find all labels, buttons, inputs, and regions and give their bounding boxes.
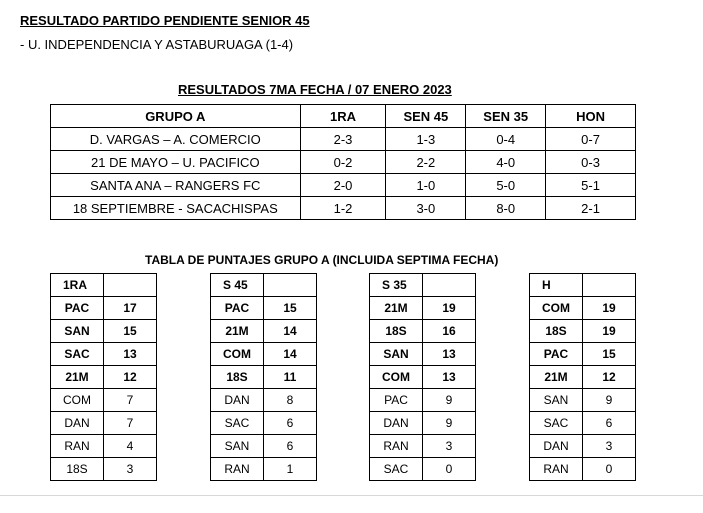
team-code: SAC (370, 458, 423, 481)
team-code: DAN (211, 389, 264, 412)
standings-table-s35 (369, 273, 476, 481)
score-cell: 8-0 (466, 197, 546, 220)
team-code: 18S (370, 320, 423, 343)
team-code: RAN (51, 435, 104, 458)
standings-table-h (529, 273, 636, 481)
team-code: COM (51, 389, 104, 412)
score-cell: 3-0 (386, 197, 466, 220)
table-row (211, 389, 317, 412)
team-code: COM (370, 366, 423, 389)
standings-header: S 35 (370, 274, 423, 297)
table-row (370, 343, 476, 366)
standings-header-row (530, 274, 636, 297)
table-row (51, 128, 636, 151)
empty-cell (264, 274, 317, 297)
col-header-sen45: SEN 45 (386, 105, 466, 128)
team-points: 3 (423, 435, 476, 458)
empty-cell (583, 274, 636, 297)
team-points: 9 (583, 389, 636, 412)
col-header-1ra: 1RA (300, 105, 386, 128)
standings-table-1ra (50, 273, 157, 481)
score-cell: 0-3 (546, 151, 636, 174)
table-row (51, 320, 157, 343)
team-code: RAN (530, 458, 583, 481)
table-row (530, 320, 636, 343)
match-name: SANTA ANA – RANGERS FC (51, 174, 301, 197)
standings-header-row (370, 274, 476, 297)
table-row (370, 320, 476, 343)
team-points: 1 (264, 458, 317, 481)
standings-title: TABLA DE PUNTAJES GRUPO A (INCLUIDA SEPTIMA FECHA) (145, 253, 499, 267)
match-name: 18 SEPTIEMBRE - SACACHISPAS (51, 197, 301, 220)
table-row (51, 412, 157, 435)
team-code: RAN (211, 458, 264, 481)
team-code: 18S (530, 320, 583, 343)
team-points: 4 (104, 435, 157, 458)
table-row (51, 151, 636, 174)
col-header-sen35: SEN 35 (466, 105, 546, 128)
table-row (370, 458, 476, 481)
score-cell: 2-3 (300, 128, 386, 151)
team-points: 19 (583, 297, 636, 320)
team-code: SAC (211, 412, 264, 435)
team-code: SAN (51, 320, 104, 343)
standings-header: H (530, 274, 583, 297)
table-row (530, 343, 636, 366)
score-cell: 2-0 (300, 174, 386, 197)
team-code: 21M (370, 297, 423, 320)
results-table (50, 104, 636, 220)
table-row (530, 412, 636, 435)
page-title: RESULTADO PARTIDO PENDIENTE SENIOR 45 (20, 13, 310, 28)
team-points: 9 (423, 412, 476, 435)
empty-cell (423, 274, 476, 297)
table-row (370, 435, 476, 458)
table-row (211, 343, 317, 366)
score-cell: 2-1 (546, 197, 636, 220)
score-cell: 0-2 (300, 151, 386, 174)
col-header-hon: HON (546, 105, 636, 128)
score-cell: 0-7 (546, 128, 636, 151)
table-row (370, 389, 476, 412)
team-code: SAN (370, 343, 423, 366)
team-code: SAN (530, 389, 583, 412)
score-cell: 5-0 (466, 174, 546, 197)
team-code: SAN (211, 435, 264, 458)
team-code: 21M (211, 320, 264, 343)
team-points: 9 (423, 389, 476, 412)
team-points: 17 (104, 297, 157, 320)
empty-cell (104, 274, 157, 297)
standings-header: 1RA (51, 274, 104, 297)
score-cell: 5-1 (546, 174, 636, 197)
results-header-row (51, 105, 636, 128)
match-name: D. VARGAS – A. COMERCIO (51, 128, 301, 151)
table-row (51, 458, 157, 481)
team-code: RAN (370, 435, 423, 458)
standings-header: S 45 (211, 274, 264, 297)
score-cell: 2-2 (386, 151, 466, 174)
score-cell: 0-4 (466, 128, 546, 151)
team-points: 19 (423, 297, 476, 320)
table-row (211, 435, 317, 458)
col-header-group: GRUPO A (51, 105, 301, 128)
table-row (51, 389, 157, 412)
pending-match-result: - U. INDEPENDENCIA Y ASTABURUAGA (1-4) (20, 37, 294, 52)
team-points: 19 (583, 320, 636, 343)
team-points: 6 (264, 435, 317, 458)
team-points: 13 (104, 343, 157, 366)
team-points: 14 (264, 320, 317, 343)
score-cell: 1-3 (386, 128, 466, 151)
team-code: 21M (530, 366, 583, 389)
table-row (211, 320, 317, 343)
table-row (211, 297, 317, 320)
score-cell: 1-0 (386, 174, 466, 197)
team-points: 6 (583, 412, 636, 435)
score-cell: 4-0 (466, 151, 546, 174)
team-code: DAN (530, 435, 583, 458)
table-row (530, 366, 636, 389)
team-points: 11 (264, 366, 317, 389)
table-row (530, 458, 636, 481)
score-cell: 1-2 (300, 197, 386, 220)
team-code: SAC (530, 412, 583, 435)
team-code: PAC (370, 389, 423, 412)
team-code: PAC (530, 343, 583, 366)
team-code: DAN (51, 412, 104, 435)
team-points: 13 (423, 343, 476, 366)
team-points: 12 (583, 366, 636, 389)
team-code: 21M (51, 366, 104, 389)
team-points: 6 (264, 412, 317, 435)
team-points: 15 (264, 297, 317, 320)
table-row (530, 389, 636, 412)
standings-header-row (211, 274, 317, 297)
team-points: 14 (264, 343, 317, 366)
table-row (51, 297, 157, 320)
team-points: 0 (423, 458, 476, 481)
team-points: 15 (104, 320, 157, 343)
table-row (51, 197, 636, 220)
table-row (211, 412, 317, 435)
team-points: 7 (104, 389, 157, 412)
table-row (211, 458, 317, 481)
team-code: PAC (211, 297, 264, 320)
table-row (370, 297, 476, 320)
team-points: 3 (583, 435, 636, 458)
team-points: 3 (104, 458, 157, 481)
results-title: RESULTADOS 7MA FECHA / 07 ENERO 2023 (178, 82, 452, 97)
team-code: 18S (51, 458, 104, 481)
page-divider (0, 495, 703, 496)
team-code: PAC (51, 297, 104, 320)
team-points: 12 (104, 366, 157, 389)
table-row (51, 435, 157, 458)
team-points: 13 (423, 366, 476, 389)
team-points: 7 (104, 412, 157, 435)
table-row (51, 366, 157, 389)
table-row (370, 366, 476, 389)
table-row (530, 435, 636, 458)
table-row (51, 174, 636, 197)
table-row (530, 297, 636, 320)
standings-header-row (51, 274, 157, 297)
team-code: 18S (211, 366, 264, 389)
team-code: DAN (370, 412, 423, 435)
team-code: COM (530, 297, 583, 320)
standings-table-s45 (210, 273, 317, 481)
team-points: 15 (583, 343, 636, 366)
team-points: 0 (583, 458, 636, 481)
match-name: 21 DE MAYO – U. PACIFICO (51, 151, 301, 174)
team-code: SAC (51, 343, 104, 366)
table-row (211, 366, 317, 389)
table-row (51, 343, 157, 366)
team-points: 8 (264, 389, 317, 412)
table-row (370, 412, 476, 435)
team-points: 16 (423, 320, 476, 343)
team-code: COM (211, 343, 264, 366)
